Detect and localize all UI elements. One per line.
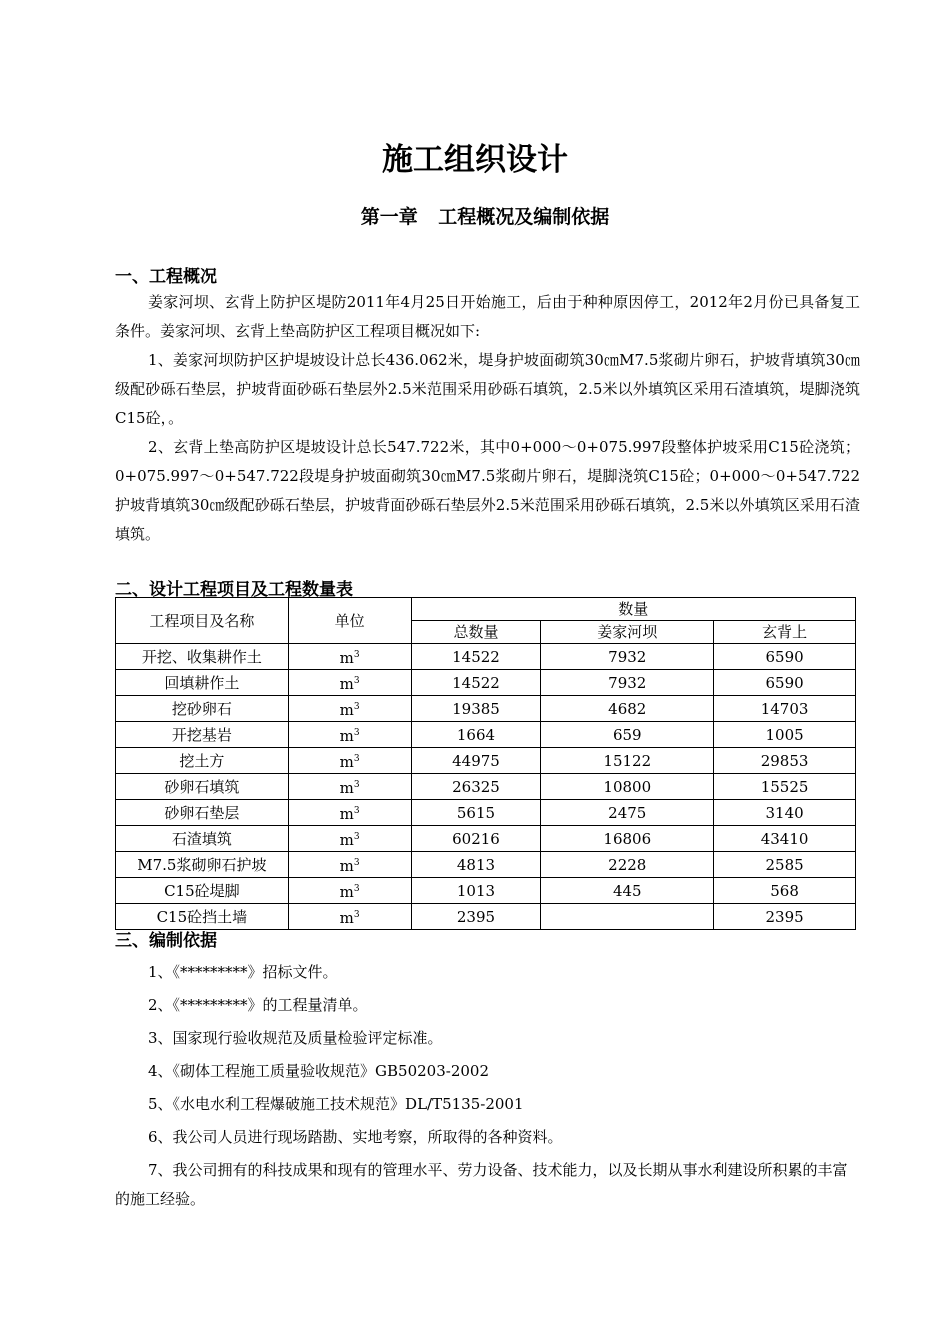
total-cell: 14522 bbox=[411, 670, 541, 696]
unit-exponent: 3 bbox=[353, 650, 360, 660]
item-name-cell: 砂卵石填筑 bbox=[116, 774, 289, 800]
quantity-table bbox=[115, 597, 856, 930]
unit-cell bbox=[288, 670, 411, 696]
section-heading: 一、工程概况 bbox=[115, 267, 217, 287]
unit-exponent: 3 bbox=[353, 676, 360, 686]
item-name-cell: 挖砂卵石 bbox=[116, 696, 289, 722]
jiangjiaheba-cell bbox=[541, 904, 714, 930]
xuanbeishang-cell: 568 bbox=[714, 878, 856, 904]
table-row bbox=[116, 722, 856, 748]
document-title: 施工组织设计 bbox=[382, 142, 568, 178]
unit-text: m bbox=[339, 701, 354, 719]
item-name-cell: M7.5浆砌卵石护坡 bbox=[116, 852, 289, 878]
jiangjiaheba-cell: 2228 bbox=[541, 852, 714, 878]
jiangjiaheba-cell: 659 bbox=[541, 722, 714, 748]
total-cell: 2395 bbox=[411, 904, 541, 930]
list-item: 5、《水电水利工程爆破施工技术规范》DL/T5135-2001 bbox=[148, 1095, 524, 1113]
total-cell: 26325 bbox=[411, 774, 541, 800]
paragraph: 姜家河坝、玄背上防护区堤防2011年4月25日开始施工，后由于种种原因停工，2012年2月份已具备复工条件。姜家河坝、玄背上垫高防护区工程项目概况如下: bbox=[115, 293, 860, 340]
total-cell: 5615 bbox=[411, 800, 541, 826]
section-heading: 三、编制依据 bbox=[115, 931, 217, 951]
item-name-cell: 回填耕作土 bbox=[116, 670, 289, 696]
item-name-cell: 开挖、收集耕作土 bbox=[116, 644, 289, 670]
total-cell: 19385 bbox=[411, 696, 541, 722]
unit-cell bbox=[288, 826, 411, 852]
paragraph: 1、姜家河坝防护区护堤坡设计总长436.062米，堤身护坡面砌筑30㎝M7.5浆砌片卵石，护坡背填筑30㎝级配砂砾石垫层，护坡背面砂砾石垫层外2.5米范围采用砂砾石填筑，2.5米以外填筑区采用石渣填筑，堤脚浇筑C15砼，。 bbox=[115, 351, 860, 427]
total-cell: 1664 bbox=[411, 722, 541, 748]
unit-cell bbox=[288, 774, 411, 800]
item-name-cell: 砂卵石垫层 bbox=[116, 800, 289, 826]
total-cell: 44975 bbox=[411, 748, 541, 774]
table-row bbox=[116, 852, 856, 878]
list-item: 3、国家现行验收规范及质量检验评定标准。 bbox=[148, 1029, 443, 1047]
unit-text: m bbox=[339, 649, 354, 667]
table-row bbox=[116, 878, 856, 904]
item-name-cell: 石渣填筑 bbox=[116, 826, 289, 852]
jiangjiaheba-cell: 16806 bbox=[541, 826, 714, 852]
table-row bbox=[116, 774, 856, 800]
unit-exponent: 3 bbox=[353, 910, 360, 920]
list-item: 2、《*********》的工程量清单。 bbox=[148, 996, 368, 1014]
xuanbeishang-cell: 6590 bbox=[714, 644, 856, 670]
unit-exponent: 3 bbox=[353, 806, 360, 816]
table-row bbox=[116, 670, 856, 696]
unit-text: m bbox=[339, 883, 354, 901]
unit-cell bbox=[288, 644, 411, 670]
item-name-cell: C15砼堤脚 bbox=[116, 878, 289, 904]
total-cell: 14522 bbox=[411, 644, 541, 670]
unit-exponent: 3 bbox=[353, 832, 360, 842]
unit-cell bbox=[288, 904, 411, 930]
list-item: 6、我公司人员进行现场踏勘、实地考察，所取得的各种资料。 bbox=[148, 1128, 563, 1146]
unit-cell bbox=[288, 748, 411, 774]
unit-text: m bbox=[339, 805, 354, 823]
unit-text: m bbox=[339, 727, 354, 745]
jiangjiaheba-cell: 2475 bbox=[541, 800, 714, 826]
item-name-cell: 开挖基岩 bbox=[116, 722, 289, 748]
item-name-cell: 挖土方 bbox=[116, 748, 289, 774]
overview-body bbox=[115, 288, 860, 549]
total-cell: 1013 bbox=[411, 878, 541, 904]
unit-exponent: 3 bbox=[353, 858, 360, 868]
total-cell: 4813 bbox=[411, 852, 541, 878]
jiangjiaheba-cell: 10800 bbox=[541, 774, 714, 800]
unit-exponent: 3 bbox=[353, 884, 360, 894]
table-row bbox=[116, 696, 856, 722]
header-cell: 姜家河坝 bbox=[541, 621, 714, 644]
header-cell: 数量 bbox=[411, 598, 855, 621]
xuanbeishang-cell: 29853 bbox=[714, 748, 856, 774]
jiangjiaheba-cell: 445 bbox=[541, 878, 714, 904]
unit-cell bbox=[288, 722, 411, 748]
unit-cell bbox=[288, 852, 411, 878]
xuanbeishang-cell: 2585 bbox=[714, 852, 856, 878]
list-item: 1、《*********》招标文件。 bbox=[148, 963, 338, 981]
unit-exponent: 3 bbox=[353, 780, 360, 790]
xuanbeishang-cell: 1005 bbox=[714, 722, 856, 748]
unit-text: m bbox=[339, 779, 354, 797]
list-item: 4、《砌体工程施工质量验收规范》GB50203-2002 bbox=[148, 1062, 490, 1080]
table-row bbox=[116, 748, 856, 774]
unit-exponent: 3 bbox=[353, 702, 360, 712]
unit-text: m bbox=[339, 909, 354, 927]
jiangjiaheba-cell: 7932 bbox=[541, 644, 714, 670]
xuanbeishang-cell: 6590 bbox=[714, 670, 856, 696]
jiangjiaheba-cell: 4682 bbox=[541, 696, 714, 722]
unit-cell bbox=[288, 878, 411, 904]
table-row bbox=[116, 800, 856, 826]
basis-list bbox=[115, 956, 860, 1214]
jiangjiaheba-cell: 15122 bbox=[541, 748, 714, 774]
xuanbeishang-cell: 14703 bbox=[714, 696, 856, 722]
xuanbeishang-cell: 2395 bbox=[714, 904, 856, 930]
unit-cell bbox=[288, 696, 411, 722]
header-cell: 玄背上 bbox=[714, 621, 856, 644]
unit-text: m bbox=[339, 753, 354, 771]
xuanbeishang-cell: 15525 bbox=[714, 774, 856, 800]
unit-exponent: 3 bbox=[353, 728, 360, 738]
list-item: 7、我公司拥有的科技成果和现有的管理水平、劳力设备、技术能力，以及长期从事水利建设所积累的丰富的施工经验。 bbox=[115, 1161, 848, 1208]
table-row bbox=[116, 826, 856, 852]
paragraph: 2、玄背上垫高防护区堤坡设计总长547.722米，其中0+000～0+075.997段整体护坡采用C15砼浇筑；0+075.997～0+547.722段堤身护坡面砌筑30㎝M7.5浆砌片卵石，堤脚浇筑C15砼；0+000～0+547.722护坡背填筑30㎝级配砂砾石垫层，护坡背面砂砾石垫层外2.5米范围采用砂砾石填筑，2.5米以外填筑区采用石渣填筑。 bbox=[115, 438, 860, 543]
total-cell: 60216 bbox=[411, 826, 541, 852]
unit-text: m bbox=[339, 831, 354, 849]
jiangjiaheba-cell: 7932 bbox=[541, 670, 714, 696]
table-row bbox=[116, 904, 856, 930]
chapter-heading: 第一章 工程概况及编制依据 bbox=[360, 206, 610, 228]
header-cell: 工程项目及名称 bbox=[116, 598, 289, 644]
xuanbeishang-cell: 3140 bbox=[714, 800, 856, 826]
unit-text: m bbox=[339, 675, 354, 693]
table-row bbox=[116, 644, 856, 670]
section-heading: 二、设计工程项目及工程数量表 bbox=[115, 580, 353, 600]
unit-cell bbox=[288, 800, 411, 826]
header-cell: 单位 bbox=[288, 598, 411, 644]
unit-exponent: 3 bbox=[353, 754, 360, 764]
xuanbeishang-cell: 43410 bbox=[714, 826, 856, 852]
header-cell: 总数量 bbox=[411, 621, 541, 644]
item-name-cell: C15砼挡土墙 bbox=[116, 904, 289, 930]
unit-text: m bbox=[339, 857, 354, 875]
